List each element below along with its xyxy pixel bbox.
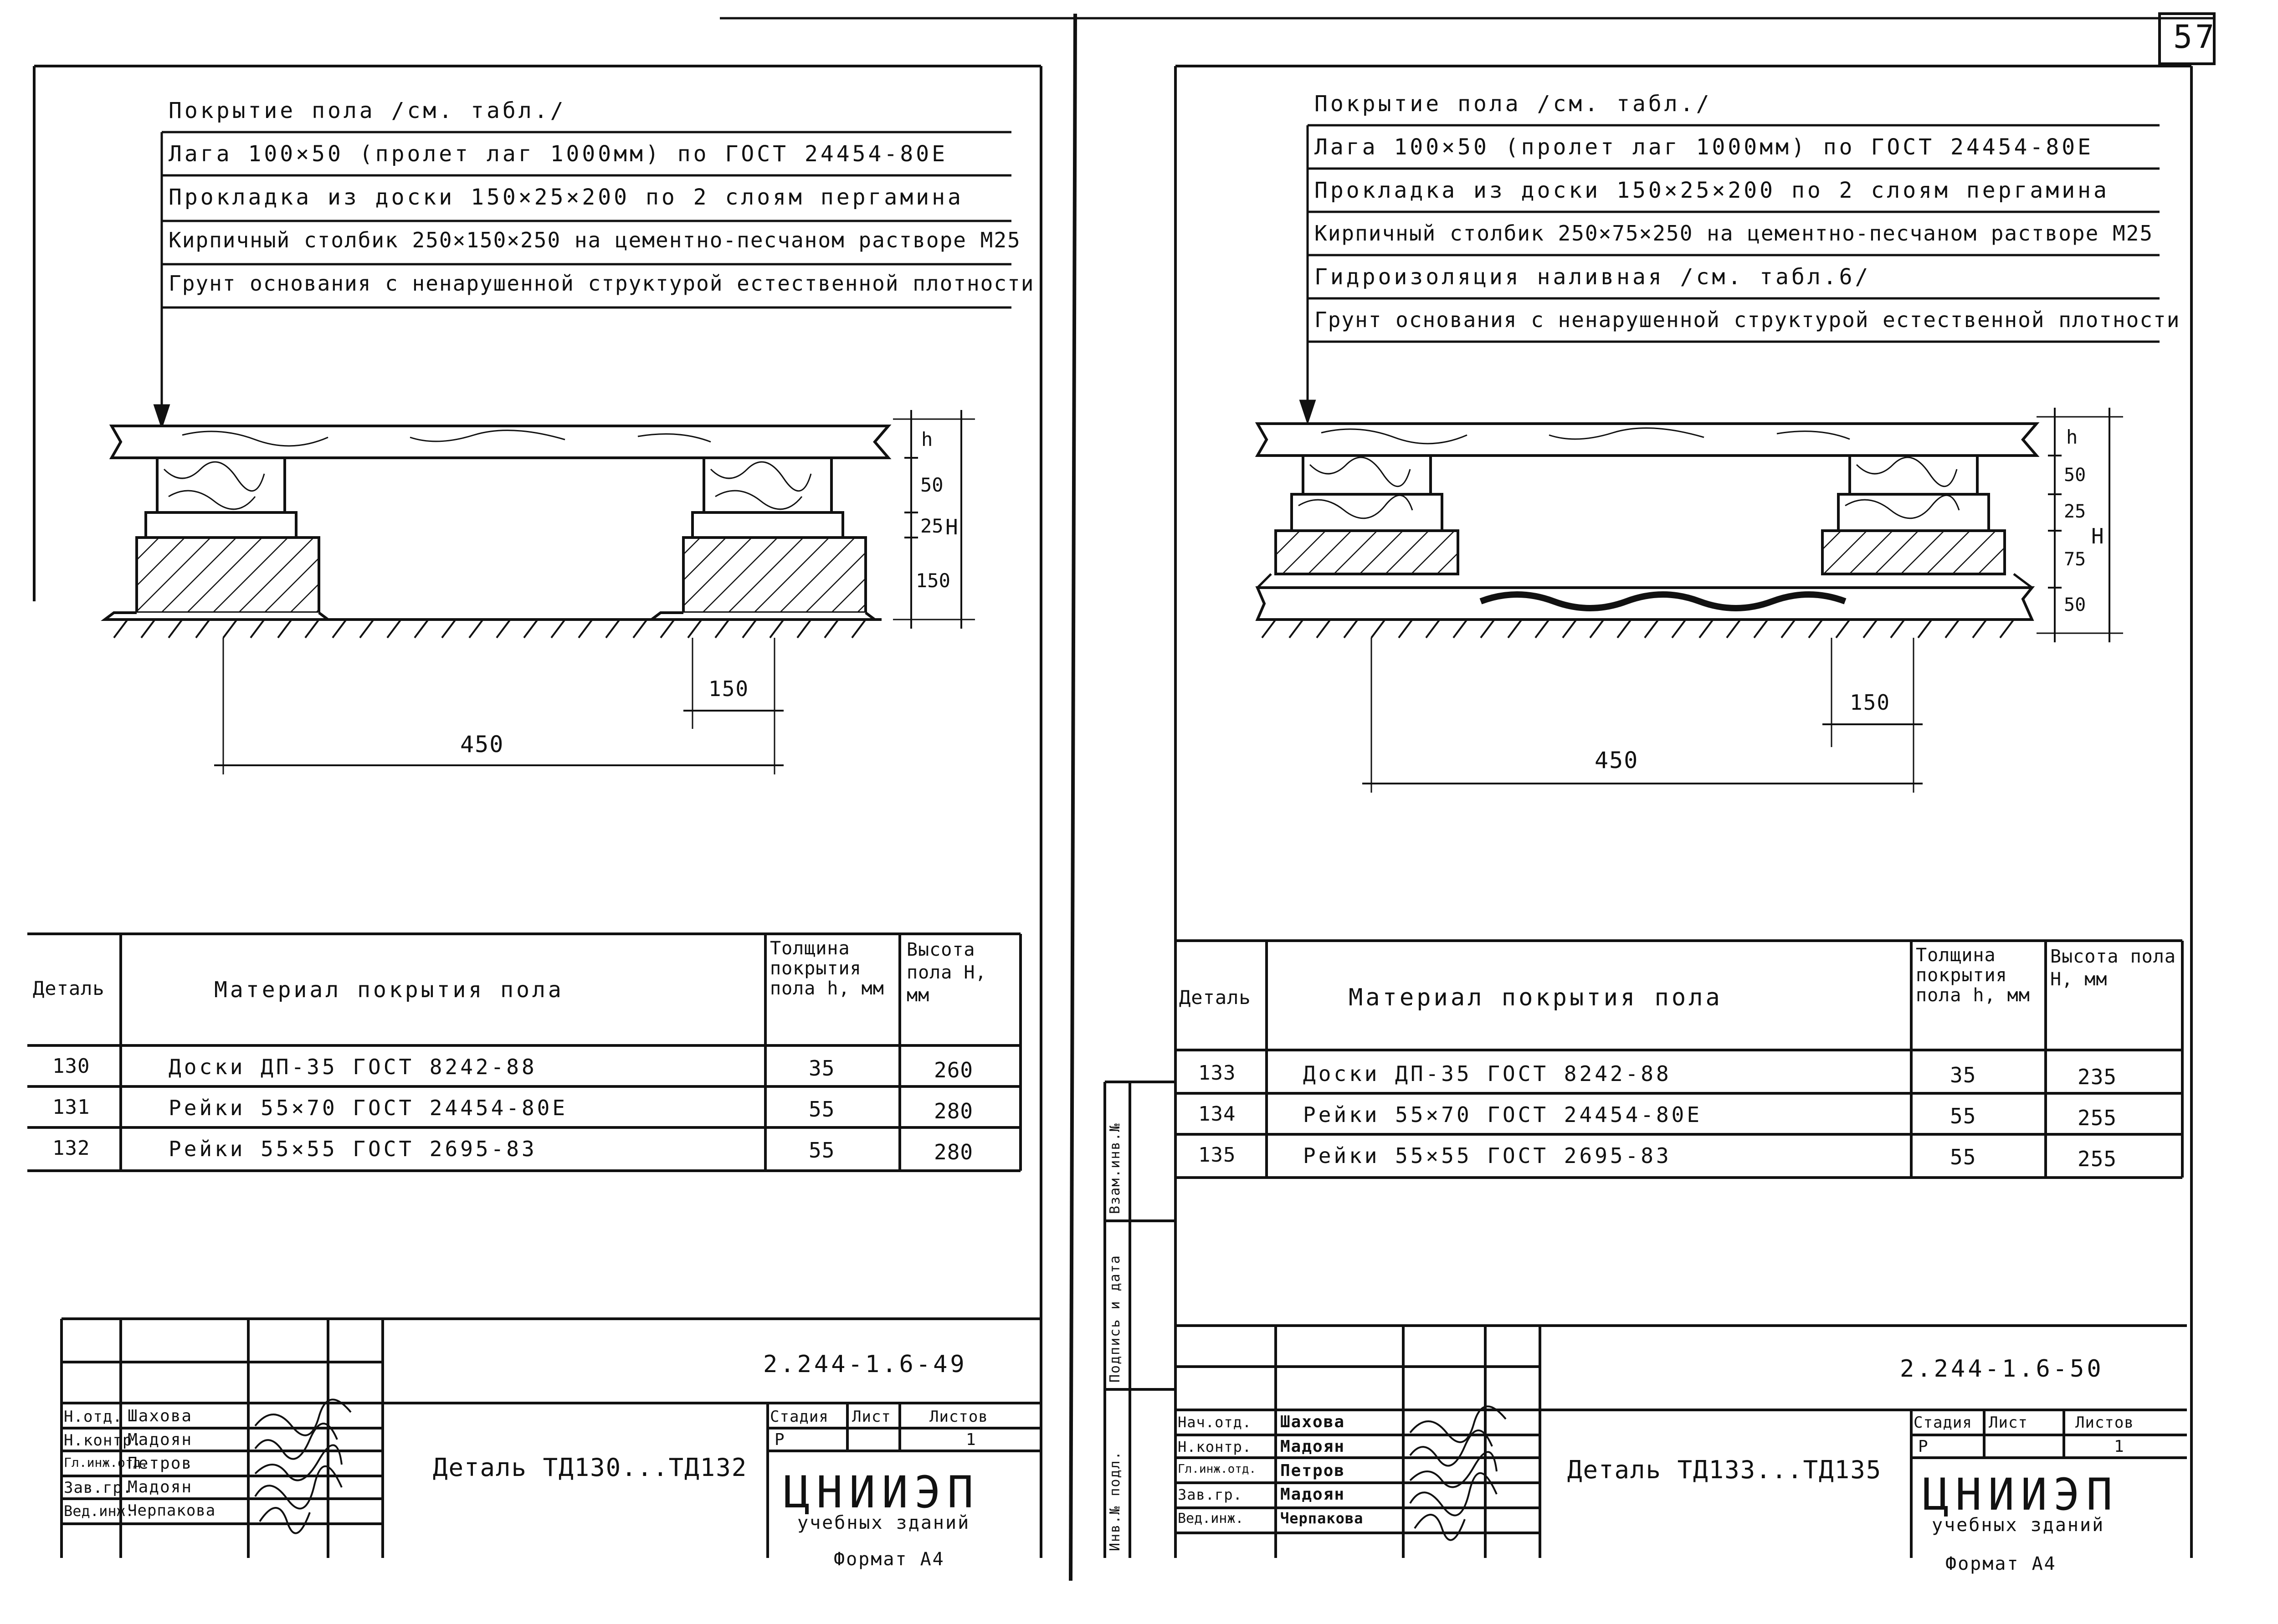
left-layer-3: Прокладка из доски 150×25×200 по 2 слоям пергамина [169,184,964,210]
right-dim-w150: 150 [1850,690,1891,715]
right-dim-75: 75 [2064,549,2086,570]
left-org-name: ЦНИИЭП [784,1467,980,1518]
left-row-0-material: Доски ДП-35 ГОСТ 8242-88 [169,1055,537,1079]
right-doc-code: 2.244-1.6-50 [1900,1355,2104,1383]
left-sheets-value: 1 [966,1430,979,1449]
left-role-2: Гл.инж.отд. [64,1455,149,1470]
left-role-0: Н.отд. [64,1408,123,1426]
left-th-detail: Деталь [33,977,105,999]
left-stage-header: Стадия [770,1408,829,1426]
left-role-1: Н.контр. [64,1431,142,1450]
right-detail-title: Деталь ТД133...ТД135 [1567,1455,1882,1484]
right-row-1-detail: 134 [1198,1102,1236,1126]
left-dim-25: 25 [920,515,944,537]
right-name-1: Мадоян [1280,1437,1345,1456]
left-sheet-header: Лист [852,1408,891,1426]
right-sheets-value: 1 [2114,1437,2127,1456]
right-row-0-detail: 133 [1198,1061,1236,1085]
left-doc-code: 2.244-1.6-49 [763,1351,967,1378]
stamp-signature-date: Подпись и дата [1107,1255,1123,1383]
stamp-replace-inv: Взам.инв.№ [1107,1122,1123,1214]
right-row-2-H: 255 [2078,1147,2117,1171]
left-layer-4: Кирпичный столбик 250×150×250 на цементно-песчаном растворе М25 [169,228,1021,252]
stamp-inv-original: Инв.№ подл. [1107,1450,1123,1551]
right-layer-3: Прокладка из доски 150×25×200 по 2 слоям пергамина [1314,178,2109,203]
left-row-1-detail: 131 [52,1096,90,1119]
left-row-2-material: Рейки 55×55 ГОСТ 2695-83 [169,1137,537,1161]
left-name-2: Петров [128,1454,193,1473]
right-dim-25: 25 [2064,501,2086,522]
left-row-0-detail: 130 [52,1055,90,1078]
left-row-0-h: 35 [809,1056,835,1081]
right-row-2-detail: 135 [1198,1143,1236,1167]
right-layer-6: Грунт основания с ненарушенной структурой естественной плотности [1314,307,2181,332]
left-name-4: Черпакова [128,1501,216,1520]
left-row-2-detail: 132 [52,1137,90,1160]
right-name-0: Шахова [1280,1413,1345,1431]
right-role-3: Зав.гр. [1178,1486,1242,1503]
right-org-name: ЦНИИЭП [1923,1469,2119,1520]
left-section [105,410,975,774]
right-role-2: Гл.инж.отд. [1178,1462,1257,1476]
right-name-4: Черпакова [1280,1510,1364,1527]
left-row-0-H: 260 [934,1058,974,1082]
left-dim-50: 50 [920,474,944,496]
left-org-sub: учебных зданий [797,1512,970,1533]
right-row-0-H: 235 [2078,1065,2117,1089]
right-th-thickness: Толщина покрытия пола h, мм [1916,945,2030,1006]
right-row-1-h: 55 [1950,1104,1976,1128]
right-layer-2: Лага 100×50 (пролет лаг 1000мм) по ГОСТ 24454-80Е [1314,134,2094,160]
right-stage-header: Стадия [1914,1414,1972,1432]
right-layer-5: Гидроизоляция наливная /см. табл.6/ [1314,264,1871,290]
right-row-0-material: Доски ДП-35 ГОСТ 8242-88 [1303,1061,1672,1086]
right-dim-H: H [2091,524,2107,548]
left-row-2-h: 55 [809,1138,835,1163]
right-name-2: Петров [1280,1461,1345,1480]
left-name-1: Мадоян [128,1430,193,1449]
left-sheets-header: Листов [929,1408,988,1426]
left-layer-1: Покрытие пола /см. табл./ [169,98,566,123]
left-dim-h: h [921,428,936,451]
left-dim-150: 150 [916,569,950,592]
left-row-2-H: 280 [934,1140,974,1164]
right-org-sub: учебных зданий [1932,1515,2105,1536]
left-name-0: Шахова [128,1407,193,1425]
right-th-material: Материал покрытия пола [1349,984,1723,1011]
right-sheets-header: Листов [2075,1414,2134,1432]
left-stage-value: Р [775,1430,787,1449]
left-dim-w450: 450 [460,731,504,758]
left-row-1-H: 280 [934,1099,974,1123]
right-layer-4: Кирпичный столбик 250×75×250 на цементно-песчаном растворе М25 [1314,221,2154,246]
right-stage-value: Р [1918,1437,1931,1456]
right-dim-w450: 450 [1595,747,1639,774]
left-row-1-h: 55 [809,1097,835,1122]
right-role-1: Н.контр. [1178,1438,1252,1455]
left-detail-title: Деталь ТД130...ТД132 [433,1453,748,1482]
right-th-height: Высота пола H, мм [2050,946,2176,990]
right-sheet-header: Лист [1989,1414,2028,1432]
right-dim-h: h [2066,426,2081,448]
right-dim-50b: 50 [2064,594,2086,615]
right-row-1-material: Рейки 55×70 ГОСТ 24454-80Е [1303,1102,1703,1127]
left-layer-2: Лага 100×50 (пролет лаг 1000мм) по ГОСТ 24454-80Е [169,141,948,167]
left-dim-w150: 150 [708,676,749,701]
right-sheet-frame [1105,66,2191,1558]
right-role-4: Вед.инж. [1178,1511,1244,1527]
right-row-2-h: 55 [1950,1145,1976,1169]
right-section [1257,408,2123,793]
right-row-0-h: 35 [1950,1063,1976,1087]
left-name-3: Мадоян [128,1478,193,1496]
right-name-3: Мадоян [1280,1485,1345,1504]
left-role-3: Зав.гр. [64,1479,133,1497]
left-th-height: Высота пола H, мм [907,939,987,1006]
right-row-2-material: Рейки 55×55 ГОСТ 2695-83 [1303,1143,1672,1168]
right-row-1-H: 255 [2078,1106,2117,1130]
left-th-material: Материал покрытия пола [214,977,564,1003]
right-role-0: Нач.отд. [1178,1414,1252,1431]
left-role-4: Вед.инж. [64,1502,134,1520]
left-dim-H: H [945,515,961,539]
left-row-1-material: Рейки 55×70 ГОСТ 24454-80Е [169,1096,568,1120]
right-layer-1: Покрытие пола /см. табл./ [1314,91,1712,117]
left-th-thickness: Толщина покрытия пола h, мм [770,938,884,999]
left-format: Формат А4 [834,1549,945,1570]
right-dim-50: 50 [2064,465,2086,486]
right-th-detail: Деталь [1179,986,1251,1009]
right-format: Формат А4 [1945,1553,2057,1574]
page-number: 57 [2173,18,2217,56]
left-layer-5: Грунт основания с ненарушенной структурой естественной плотности [169,271,1035,296]
